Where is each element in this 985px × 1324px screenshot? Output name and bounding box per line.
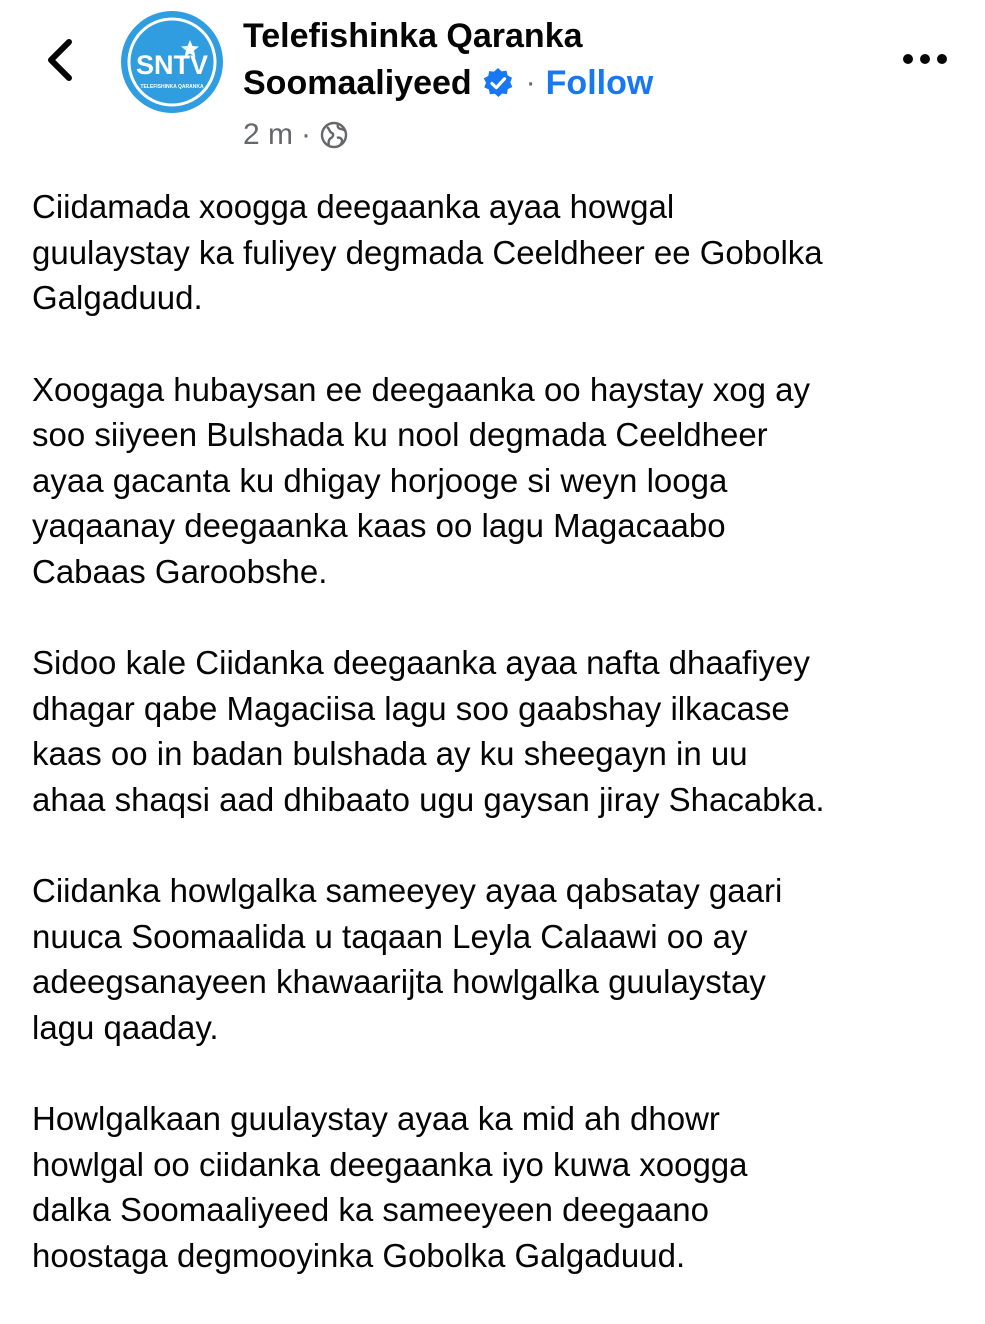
avatar[interactable]: [120, 10, 224, 114]
back-button[interactable]: [30, 30, 90, 90]
meta-separator: ·: [301, 118, 312, 151]
follow-button[interactable]: Follow: [545, 63, 654, 102]
sntv-logo: [120, 10, 224, 114]
post-text: [32, 184, 962, 1324]
post-meta: [243, 114, 349, 156]
post-paragraph-5: Howlgalkaan guulaystay ayaa ka mid ah dhowr howlgal oo ciidanka deegaanka iyo kuwa xoogga dalka Soomaaliyeed ka sameeyeen deegaano hoostaga degmooyinka Gobolka Galgaduud.: [32, 1100, 748, 1274]
post-paragraph-2: Xoogaga hubaysan ee deegaanka oo haystay xog ay soo siiyeen Bulshada ku nool degmada Ceeldheer ayaa gacanta ku dhigay horjooge si weyn looga yaqaanay deegaanka kaas oo lagu Magacaabo Cabaas Garoobshe.: [32, 370, 810, 590]
verified-badge-icon: [482, 67, 514, 99]
more-options-button[interactable]: [895, 35, 955, 83]
post-timestamp[interactable]: 2 m: [243, 118, 294, 151]
page-name-continued[interactable]: Soomaaliyeed: [243, 63, 472, 102]
name-follow-separator: ·: [525, 66, 536, 99]
page-name[interactable]: Telefishinka Qaranka: [243, 17, 583, 55]
post-paragraph-4: Ciidanka howlgalka sameeyey ayaa qabsatay gaari nuuca Soomaalida u taqaan Leyla Calaawi oo ay adeegsanayeen khawaarijta howlgalka guulaystay lagu qaaday.: [32, 872, 783, 1046]
avatar-logo-subtext: TELEFISHINKA QARANKA: [140, 84, 204, 90]
more-horizontal-icon: [902, 53, 948, 65]
chevron-left-icon: [45, 38, 75, 82]
globe-icon: [319, 120, 349, 150]
post-paragraph-1: Ciidamada xoogga deegaanka ayaa howgal guulaystay ka fuliyey degmada Ceeldheer ee Gobolka Galgaduud.: [32, 188, 823, 316]
avatar-logo-text: SNTV: [135, 50, 209, 80]
post-header: [0, 0, 985, 165]
page-name-line2: [243, 60, 653, 106]
post-paragraph-3: Sidoo kale Ciidanka deegaanka ayaa nafta dhaafiyey dhagar qabe Magaciisa lagu soo gaabshay ilkacase kaas oo in badan bulshada ay ku sheegayn in uu ahaa shaqsi aad dhibaato ugu gaysan jiray Shacabka.: [32, 644, 825, 818]
